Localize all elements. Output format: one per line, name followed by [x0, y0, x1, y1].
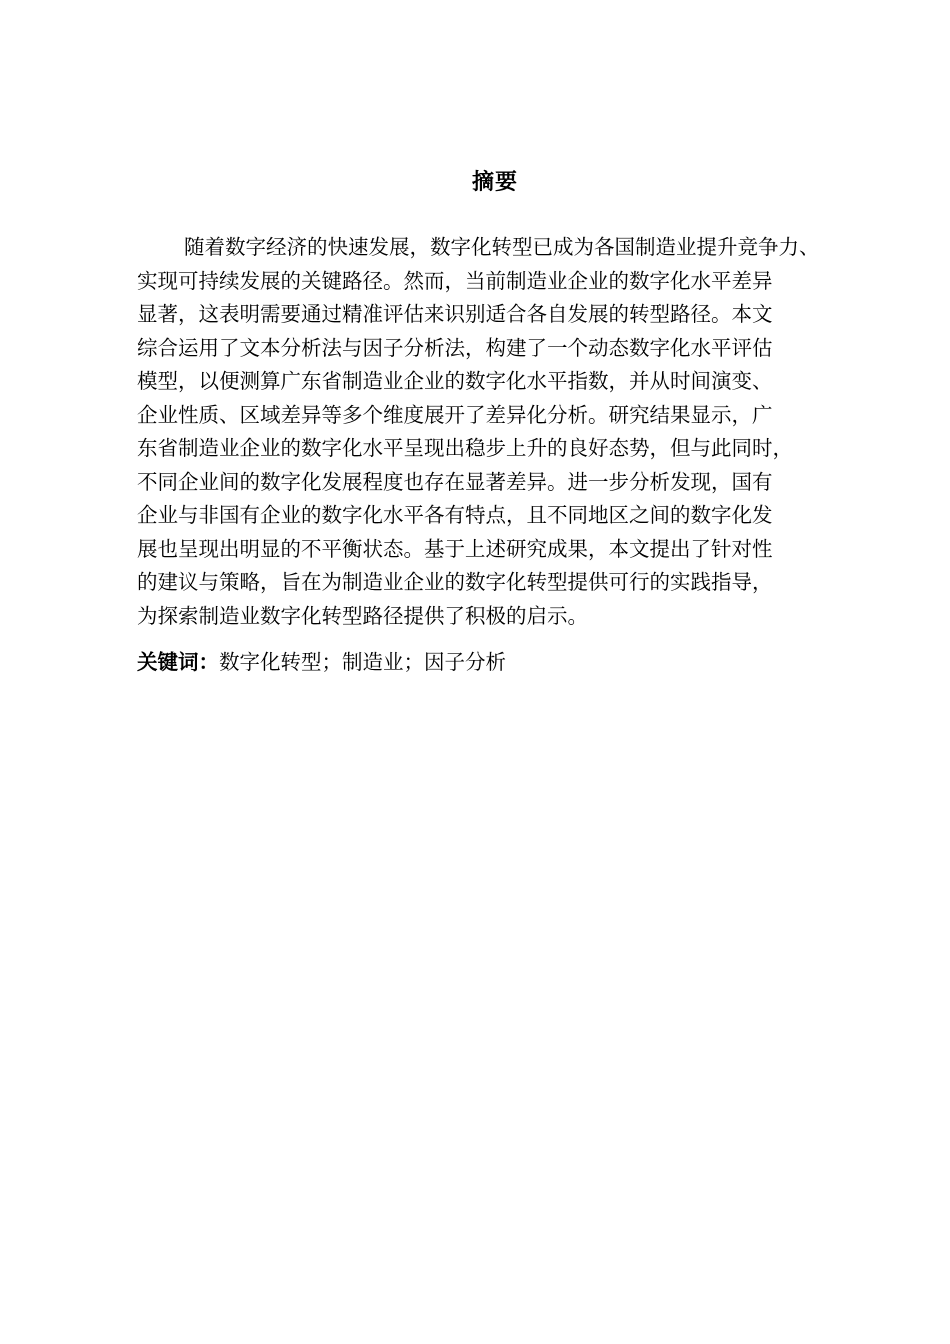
abstract-line: 企业性质、区域差异等多个维度展开了差异化分析。研究结果显示，广	[137, 402, 773, 427]
abstract-line: 的建议与策略，旨在为制造业企业的数字化转型提供可行的实践指导，	[137, 570, 773, 594]
abstract-line: 东省制造业企业的数字化水平呈现出稳步上升的良好态势，但与此同时，	[137, 436, 793, 460]
abstract-line: 企业与非国有企业的数字化水平各有特点，且不同地区之间的数字化发	[137, 503, 773, 527]
abstract-line: 展也呈现出明显的不平衡状态。基于上述研究成果，本文提出了针对性	[137, 536, 773, 561]
abstract-line: 不同企业间的数字化发展程度也存在显著差异。进一步分析发现，国有	[137, 469, 773, 494]
abstract-line: 综合运用了文本分析法与因子分析法，构建了一个动态数字化水平评估	[137, 335, 773, 360]
keywords-value: 数字化转型；制造业；因子分析	[219, 650, 506, 674]
abstract-line: 实现可持续发展的关键路径。然而，当前制造业企业的数字化水平差异	[137, 268, 773, 293]
abstract-title: 摘要	[471, 170, 518, 195]
keywords-line	[137, 646, 506, 679]
keywords-label: 关键词：	[137, 650, 219, 674]
abstract-line: 随着数字经济的快速发展，数字化转型已成为各国制造业提升竞争力、	[184, 235, 820, 259]
abstract-line: 模型，以便测算广东省制造业企业的数字化水平指数，并从时间演变、	[137, 369, 773, 393]
abstract-body	[137, 231, 847, 633]
abstract-line: 显著，这表明需要通过精准评估来识别适合各自发展的转型路径。本文	[137, 302, 773, 326]
abstract-line: 为探索制造业数字化转型路径提供了积极的启示。	[137, 603, 588, 628]
